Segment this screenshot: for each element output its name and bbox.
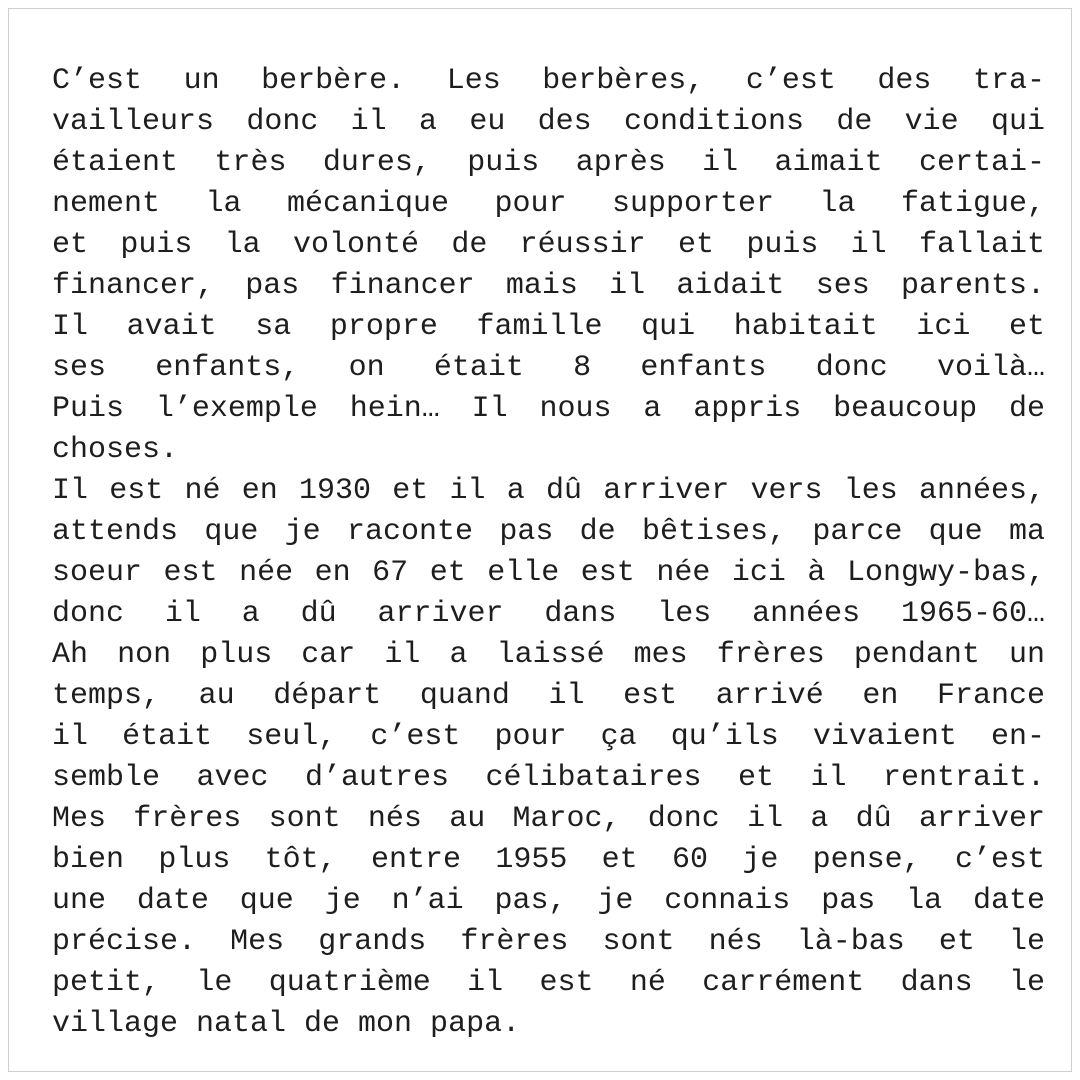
text-line: précise. Mes grands frères sont nés là-bas et le [52,925,1045,959]
text-line: village natal de mon papa. [52,1007,521,1041]
text-line: financer, pas financer mais il aidait ses parents. [52,269,1045,303]
text-line: C’est un berbère. Les berbères, c’est des tra- [52,64,1045,98]
text-line: choses. [52,433,179,467]
quote-text-block [52,61,1045,1045]
text-line: temps, au départ quand il est arrivé en France [52,679,1045,713]
text-line: étaient très dures, puis après il aimait certai- [52,146,1045,180]
text-line: Puis l’exemple hein… Il nous a appris beaucoup de [52,392,1045,426]
text-line: semble avec d’autres célibataires et il rentrait. [52,761,1045,795]
text-line: Mes frères sont nés au Maroc, donc il a dû arriver [52,802,1045,836]
text-line: nement la mécanique pour supporter la fatigue, [52,187,1045,221]
text-line: bien plus tôt, entre 1955 et 60 je pense, c’est [52,843,1045,877]
text-line: Il avait sa propre famille qui habitait ici et [52,310,1045,344]
text-line: soeur est née en 67 et elle est née ici à Longwy-bas, [52,556,1045,590]
text-line: il était seul, c’est pour ça qu’ils vivaient en- [52,720,1045,754]
text-line: vailleurs donc il a eu des conditions de vie qui [52,105,1045,139]
text-line: donc il a dû arriver dans les années 1965-60… [52,597,1045,631]
paragraph-1 [52,61,1045,471]
text-line: petit, le quatrième il est né carrément dans le [52,966,1045,1000]
document-page [8,8,1072,1072]
text-line: et puis la volonté de réussir et puis il fallait [52,228,1045,262]
text-line: Il est né en 1930 et il a dû arriver vers les années, [52,474,1045,508]
paragraph-2 [52,471,1045,1045]
text-line: ses enfants, on était 8 enfants donc voilà… [52,351,1045,385]
text-line: attends que je raconte pas de bêtises, parce que ma [52,515,1045,549]
text-line: Ah non plus car il a laissé mes frères pendant un [52,638,1045,672]
text-line: une date que je n’ai pas, je connais pas la date [52,884,1045,918]
